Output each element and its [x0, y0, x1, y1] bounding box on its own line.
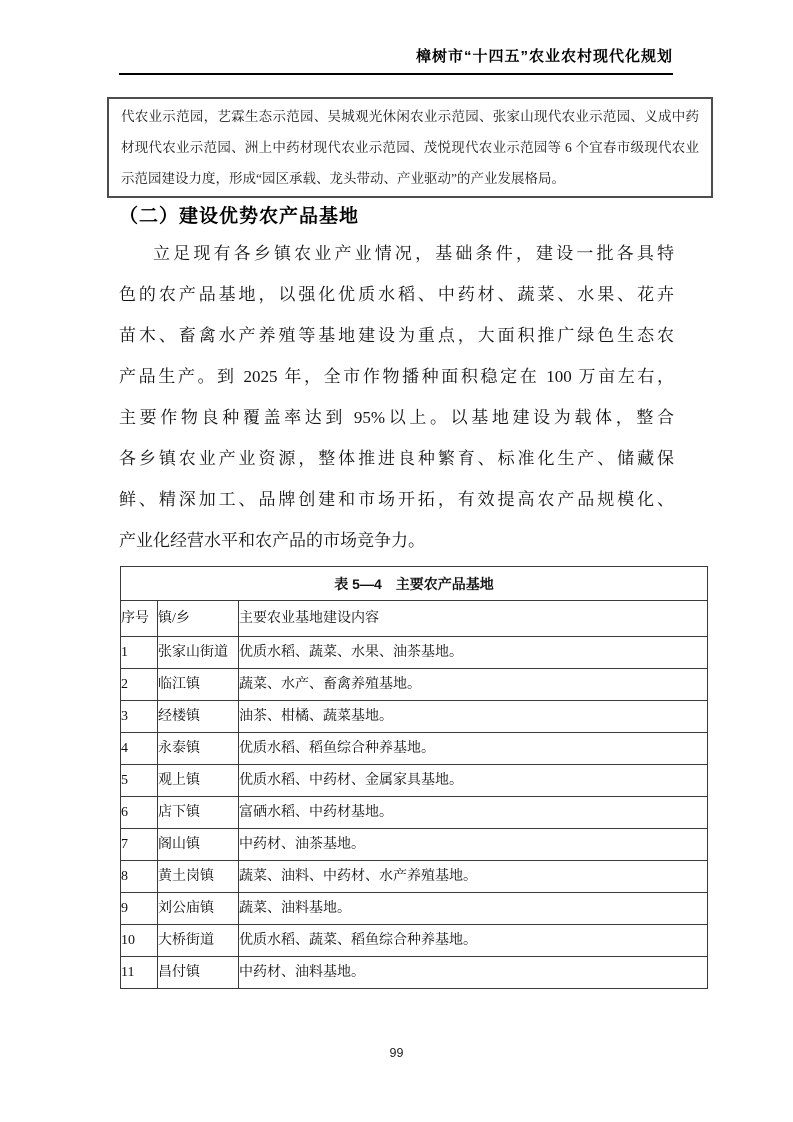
row-number-cell: 4 [121, 733, 158, 765]
table-row [121, 765, 708, 797]
table-row [121, 797, 708, 829]
content-cell: 油茶、柑橘、蔬菜基地。 [239, 701, 708, 733]
town-cell: 永泰镇 [158, 733, 239, 765]
table-row [121, 637, 708, 669]
table-row [121, 861, 708, 893]
body-paragraph [119, 233, 674, 561]
highlight-box-line: 代农业示范园，艺霖生态示范园、吴城观光休闲农业示范园、张家山现代农业示范园、义成中药 [121, 109, 699, 124]
body-paragraph-line: 产业化经营水平和农产品的市场竞争力。 [119, 531, 425, 550]
town-cell: 店下镇 [158, 797, 239, 829]
town-cell: 临江镇 [158, 669, 239, 701]
content-cell: 中药材、油料基地。 [239, 957, 708, 989]
table-title: 表 5—4 主要农产品基地 [121, 567, 708, 601]
page-number: 99 [389, 1046, 404, 1060]
row-number-cell: 5 [121, 765, 158, 797]
content-cell: 优质水稻、蔬菜、稻鱼综合种养基地。 [239, 925, 708, 957]
table-row [121, 829, 708, 861]
column-header-content: 主要农业基地建设内容 [239, 601, 708, 637]
table-row [121, 669, 708, 701]
page-header [119, 46, 673, 75]
table-title-row [121, 567, 708, 601]
row-number-cell: 10 [121, 925, 158, 957]
content-cell: 富硒水稻、中药材基地。 [239, 797, 708, 829]
body-paragraph-line: 主要作物良种覆盖率达到 95%以上。以基地建设为载体，整合 [119, 408, 674, 427]
town-cell: 张家山街道 [158, 637, 239, 669]
row-number-cell: 6 [121, 797, 158, 829]
highlight-box-line: 示范园建设力度，形成“园区承载、龙头带动、产业驱动”的产业发展格局。 [121, 171, 565, 186]
table-row [121, 733, 708, 765]
section-heading: （二）建设优势农产品基地 [119, 206, 360, 227]
highlight-box [107, 97, 713, 198]
town-cell: 经楼镇 [158, 701, 239, 733]
town-cell: 昌付镇 [158, 957, 239, 989]
town-cell: 观上镇 [158, 765, 239, 797]
table-header-row [121, 601, 708, 637]
town-cell: 黄土岗镇 [158, 861, 239, 893]
content-cell: 蔬菜、油料基地。 [239, 893, 708, 925]
table-row [121, 925, 708, 957]
town-cell: 刘公庙镇 [158, 893, 239, 925]
table-body [121, 637, 708, 989]
content-cell: 蔬菜、水产、畜禽养殖基地。 [239, 669, 708, 701]
table-container [120, 566, 708, 989]
column-header-number: 序号 [121, 601, 158, 637]
table-row [121, 893, 708, 925]
row-number-cell: 2 [121, 669, 158, 701]
column-header-town: 镇/乡 [158, 601, 239, 637]
row-number-cell: 1 [121, 637, 158, 669]
body-paragraph-line: 各乡镇农业产业资源，整体推进良种繁育、标准化生产、储藏保 [119, 449, 674, 468]
row-number-cell: 8 [121, 861, 158, 893]
body-paragraph-line: 苗木、畜禽水产养殖等基地建设为重点，大面积推广绿色生态农 [119, 326, 674, 345]
content-cell: 蔬菜、油料、中药材、水产养殖基地。 [239, 861, 708, 893]
row-number-cell: 3 [121, 701, 158, 733]
row-number-cell: 7 [121, 829, 158, 861]
content-cell: 优质水稻、蔬菜、水果、油茶基地。 [239, 637, 708, 669]
town-cell: 大桥街道 [158, 925, 239, 957]
document-title: 樟树市“十四五”农业农村现代化规划 [415, 48, 673, 65]
table-row [121, 701, 708, 733]
table-row [121, 957, 708, 989]
row-number-cell: 11 [121, 957, 158, 989]
row-number-cell: 9 [121, 893, 158, 925]
content-cell: 优质水稻、稻鱼综合种养基地。 [239, 733, 708, 765]
body-paragraph-line: 鲜、精深加工、品牌创建和市场开拓，有效提高农产品规模化、 [119, 490, 674, 509]
body-paragraph-line: 立足现有各乡镇农业产业情况，基础条件，建设一批各具特 [153, 244, 674, 263]
body-paragraph-line: 产品生产。到 2025 年，全市作物播种面积稳定在 100 万亩左右， [119, 367, 674, 386]
content-cell: 中药材、油茶基地。 [239, 829, 708, 861]
body-paragraph-line: 色的农产品基地，以强化优质水稻、中药材、蔬菜、水果、花卉 [119, 285, 674, 304]
content-cell: 优质水稻、中药材、金属家具基地。 [239, 765, 708, 797]
products-table [120, 566, 708, 989]
highlight-box-line: 材现代农业示范园、洲上中药材现代农业示范园、茂悦现代农业示范园等 6 个宜春市级现代农业 [121, 140, 699, 155]
town-cell: 阁山镇 [158, 829, 239, 861]
